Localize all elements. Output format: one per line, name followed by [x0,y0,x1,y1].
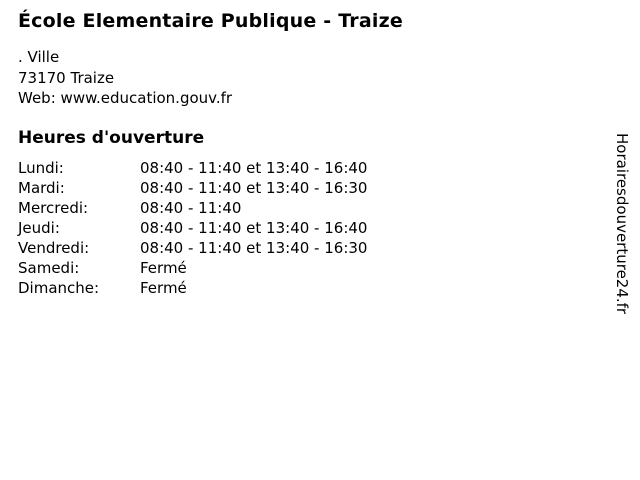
hours-value: 08:40 - 11:40 et 13:40 - 16:40 [140,158,368,177]
brand-watermark: Horairesdouverture24.fr [613,133,631,315]
hours-value: 08:40 - 11:40 et 13:40 - 16:40 [140,218,368,237]
schedule-row-thursday [18,218,600,238]
city-line: 73170 Traize [18,68,115,87]
hours-value: 08:40 - 11:40 et 13:40 - 16:30 [140,178,368,197]
day-label: Lundi: [18,158,64,177]
hours-heading: Heures d'ouverture [18,127,205,148]
schedule-row-saturday [18,258,600,278]
hours-value: 08:40 - 11:40 [140,198,242,217]
page-title: École Elementaire Publique - Traize [18,10,403,32]
schedule-row-sunday [18,278,600,298]
day-label: Dimanche: [18,278,100,297]
address-block [18,47,600,109]
schedule-row-monday [18,158,600,178]
web-label: Web: [18,89,56,107]
hours-value: Fermé [140,278,187,297]
day-label: Vendredi: [18,238,90,257]
day-label: Mardi: [18,178,65,197]
day-label: Samedi: [18,258,80,277]
schedule-row-friday [18,238,600,258]
day-label: Jeudi: [18,218,60,237]
schedule-row-tuesday [18,178,600,198]
day-label: Mercredi: [18,198,89,217]
web-url[interactable]: www.education.gouv.fr [60,89,233,107]
web-line [18,88,600,109]
address-line: . Ville [18,48,60,66]
hours-value: 08:40 - 11:40 et 13:40 - 16:30 [140,238,368,257]
schedule-row-wednesday [18,198,600,218]
hours-value: Fermé [140,258,187,277]
schedule-table [18,158,600,298]
